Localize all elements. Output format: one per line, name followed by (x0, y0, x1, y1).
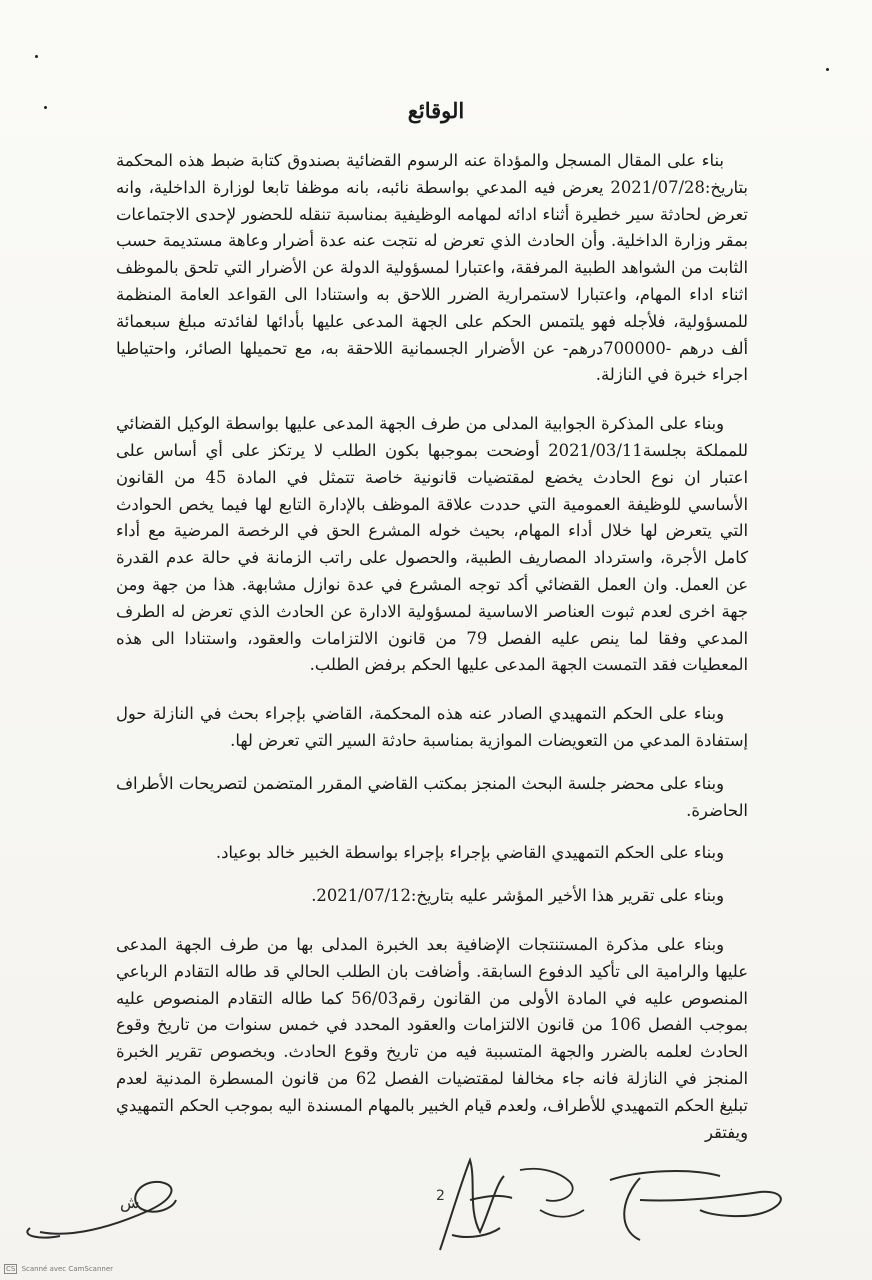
paragraph: وبناء على المذكرة الجوابية المدلى من طرف الجهة المدعى عليها بواسطة الوكيل القضائي للمملكة بجلسة2021/03/11 أوضحت بموجبها بكون الطلب لا يرتكز على أي أساس على اعتبار ان نوع الحادث يخضع لمقتضيات قانونية خاصة تتمثل في المادة 45 من القانون الأساسي للوظيفة العمومية التي حددت علاقة الموظف بالإدارة التابع لها فيما يخص الحوادث التي يتعرض لها خلال أداء المهام، بحيث خوله المشرع الحق في الرخصة المرضية مع أداء كامل الأجرة، واسترداد المصاريف الطبية، والحصول على راتب الزمانة في حالة عدم القدرة عن العمل. وان العمل القضائي أكد توجه المشرع في عدة نوازل مشابهة. هذا من جهة ومن جهة اخرى لعدم ثبوت العناصر الاساسية لمسؤولية الادارة عن الحادث الذي تعرض له الطرف المدعي وفقا لما ينص عليه الفصل 79 من قانون الالتزامات والعقود، واستنادا الى هذه المعطيات فقد التمست الجهة المدعى عليها الحكم برفض الطلب. (116, 414, 749, 675)
document-title: الوقائع (407, 98, 465, 123)
signature-left-mark: ش (120, 1193, 140, 1212)
page-number: 2 (436, 1188, 445, 1204)
camscanner-logo-icon: CS (6, 1265, 16, 1273)
paragraph: وبناء على تقرير هذا الأخير المؤشر عليه بتاريخ:2021/07/12. (311, 886, 724, 906)
paragraph: وبناء على الحكم التمهيدي الصادر عنه هذه المحكمة، القاضي بإجراء بحث في النازلة حول إستفادة المدعي من التعويضات الموازية بمناسبة حادثة السير التي تعرض لها. (116, 704, 748, 750)
signature-middle (440, 1160, 512, 1250)
document-body (116, 148, 748, 1146)
signature-left (27, 1182, 176, 1238)
paragraph: وبناء على محضر جلسة البحث المنجز بمكتب القاضي المقرر المتضمن لتصريحات الأطراف الحاضرة. (116, 773, 748, 820)
scan-speck (826, 68, 829, 71)
paragraph: بناء على المقال المسجل والمؤداة عنه الرسوم القضائية بصندوق كتابة ضبط هذه المحكمة بتاريخ:2021/07/28 يعرض فيه المدعي بواسطة نائبه، بانه موظفا تابعا لوزارة الداخلية، وانه تعرض لحادثة سير خطيرة أثناء ادائه لمهامه الوظيفية بمناسبة تنقله للحضور لإحدى الاجتماعات بمقر وزارة الداخلية. وأن الحادث الذي تعرض له نتجت عنه عدة أضرار وعاهة مستديمة حسب الثابت من الشواهد الطبية المرفقة، واعتبارا لمسؤولية الدولة عن الأضرار التي تلحق بالموظف اثناء اداء المهام، واعتبارا لاستمرارية الضرر اللاحق به واستنادا الى القواعد العامة المنظمة للمسؤولية، فلأجله فهو يلتمس الحكم على الجهة المدعى عليها بأدائها لفائدته مبلغ سبعمائة ألف درهم -700000درهم- عن الأضرار الجسمانية اللاحقة به، مع تحميلها الصائر، واحتياطيا اجراء خبرة في النازلة. (116, 151, 748, 385)
scanner-footer (4, 1264, 113, 1274)
scan-speck (35, 55, 38, 58)
scanner-footer-text: Scanné avec CamScanner (21, 1265, 114, 1273)
signature-right-b (610, 1171, 781, 1240)
paragraph: وبناء على مذكرة المستنتجات الإضافية بعد الخبرة المدلى بها من طرف الجهة المدعى عليها والرامية الى تأكيد الدفوع السابقة. وأضافت بان الطلب الحالي قد طاله التقادم الرباعي المنصوص عليه في المادة الأولى من القانون رقم56/03 كما طاله التقادم المنصوص عليه بموجب الفصل 106 من قانون الالتزامات والعقود المحدد في خمس سنوات من تاريخ وقوع الحادث لعلمه بالضرر والجهة المتسببة فيه من تاريخ وقوع الحادث. وبخصوص تقرير الخبرة المنجز في النازلة فانه جاء مخالفا لمقتضيات الفصل 62 من قانون المسطرة المدنية لعدم تبليغ الحكم التمهيدي للأطراف، ولعدم قيام الخبير بالمهام المسندة اليه بموجب الحكم التمهيدي ويفتقر (116, 934, 748, 1142)
paragraph: وبناء على الحكم التمهيدي القاضي بإجراء بإجراء بواسطة الخبير خالد بوعياد. (215, 843, 724, 863)
signature-right-a (520, 1169, 584, 1217)
